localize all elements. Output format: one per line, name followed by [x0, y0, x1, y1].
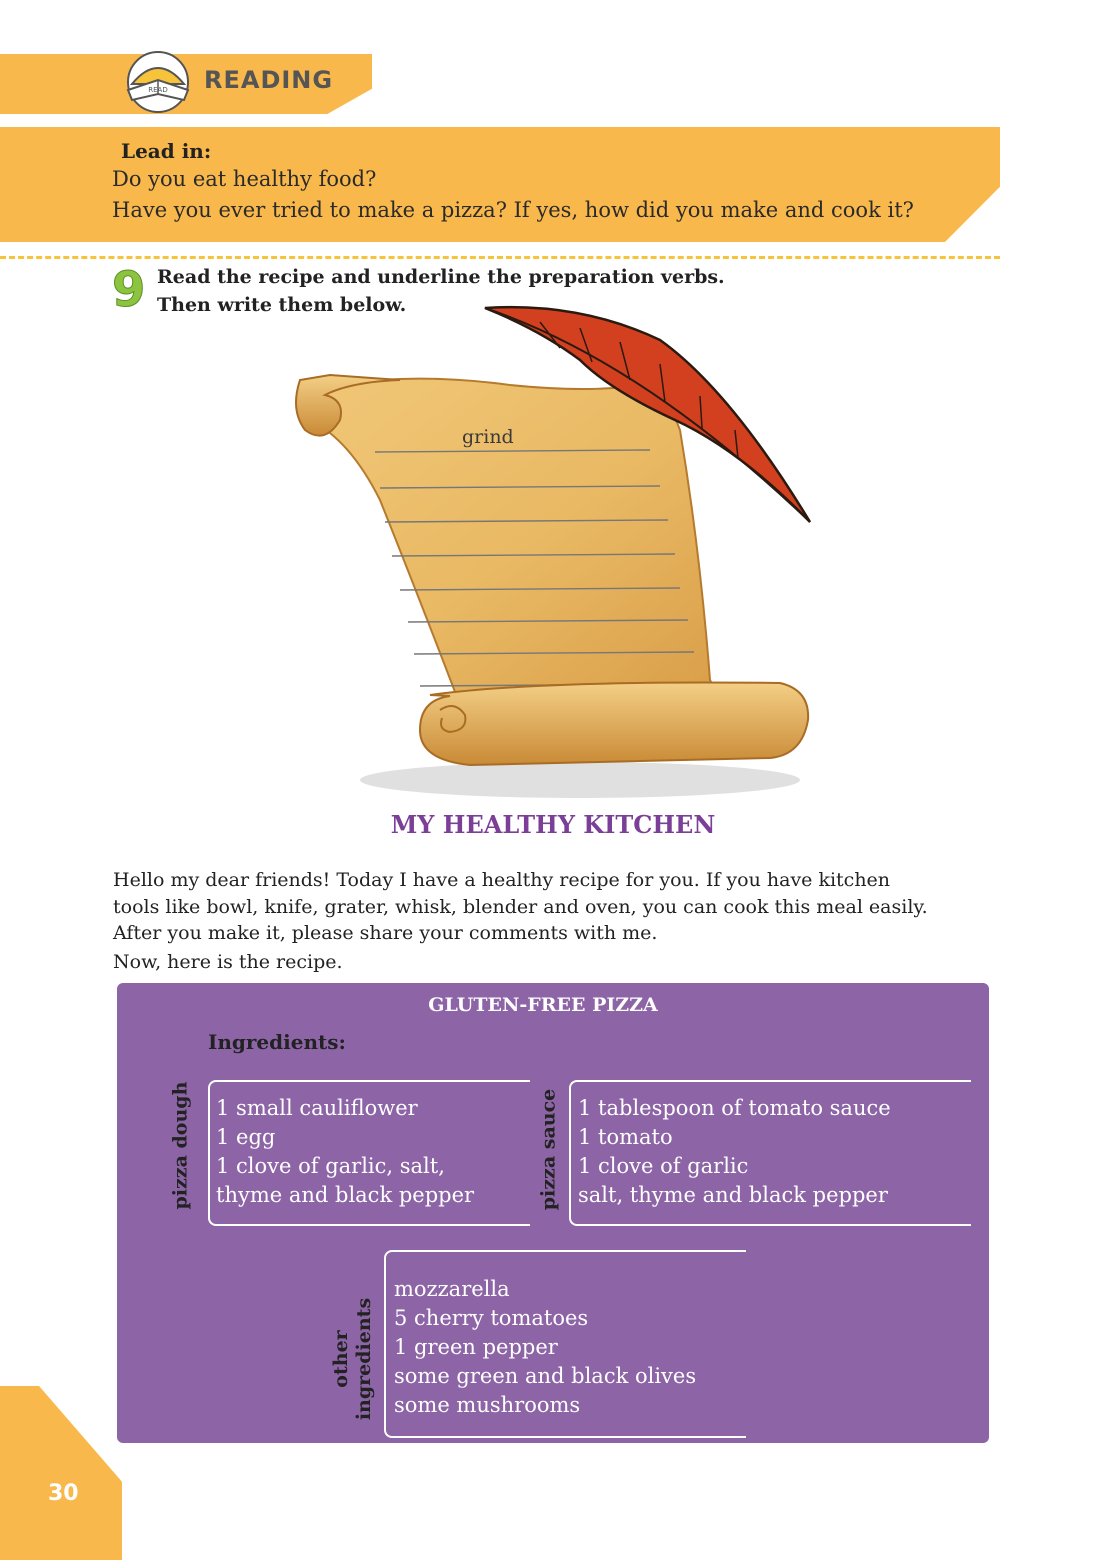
example-answer: grind [462, 426, 514, 448]
exercise-number: 9 [112, 262, 146, 318]
article-paragraph-line: After you make it, please share your comments with me. [113, 922, 658, 944]
recipe-title: GLUTEN-FREE PIZZA [428, 994, 658, 1016]
pizza-sauce-label [538, 1085, 561, 1215]
lead-in-question: Have you ever tried to make a pizza? If yes, how did you make and cook it? [112, 198, 914, 222]
article-paragraph-line: Hello my dear friends! Today I have a healthy recipe for you. If you have kitchen [113, 869, 891, 891]
list-item: 1 egg [216, 1125, 276, 1149]
parchment-scroll-illustration [280, 300, 820, 810]
lead-in-question: Do you eat healthy food? [112, 167, 377, 191]
list-item: 5 cherry tomatoes [394, 1306, 589, 1330]
other-ingredients-list [394, 1275, 696, 1420]
article-paragraph-line: tools like bowl, knife, grater, whisk, blender and oven, you can cook this meal easily. [113, 896, 928, 918]
article-title: MY HEALTHY KITCHEN [390, 810, 716, 839]
badge-text: READ [148, 86, 168, 94]
list-item: salt, thyme and black pepper [578, 1183, 888, 1207]
group-label-line: ingredients [353, 1297, 375, 1421]
list-item: 1 small cauliflower [216, 1096, 418, 1120]
group-label-line: other [330, 1330, 352, 1388]
page-number: 30 [48, 1481, 79, 1506]
list-item: 1 tablespoon of tomato sauce [578, 1096, 891, 1120]
page-corner-tab [0, 1386, 122, 1560]
list-item: 1 clove of garlic, salt, [216, 1154, 445, 1178]
lead-in-title: Lead in: [121, 139, 212, 163]
read-book-icon [118, 50, 198, 114]
exercise-instruction: Read the recipe and underline the preparation verbs. [157, 266, 725, 288]
pizza-dough-label [169, 1081, 193, 1210]
list-item: 1 green pepper [394, 1335, 558, 1359]
exercise-instruction: Then write them below. [157, 294, 407, 316]
pizza-sauce-list [578, 1094, 891, 1210]
pizza-dough-list [216, 1094, 474, 1210]
dashed-divider [0, 256, 1000, 259]
list-item: 1 tomato [578, 1125, 673, 1149]
list-item: some green and black olives [394, 1364, 697, 1388]
group-label-line: pizza dough [169, 1081, 192, 1210]
list-item: 1 clove of garlic [578, 1154, 749, 1178]
section-title: READING [204, 66, 334, 94]
group-label-line: pizza sauce [537, 1088, 560, 1211]
ingredients-label: Ingredients: [208, 1030, 346, 1054]
list-item: mozzarella [394, 1277, 510, 1301]
article-paragraph-line: Now, here is the recipe. [113, 951, 343, 973]
other-ingredients-label [330, 1294, 376, 1424]
list-item: some mushrooms [394, 1393, 581, 1417]
list-item: thyme and black pepper [216, 1183, 475, 1207]
